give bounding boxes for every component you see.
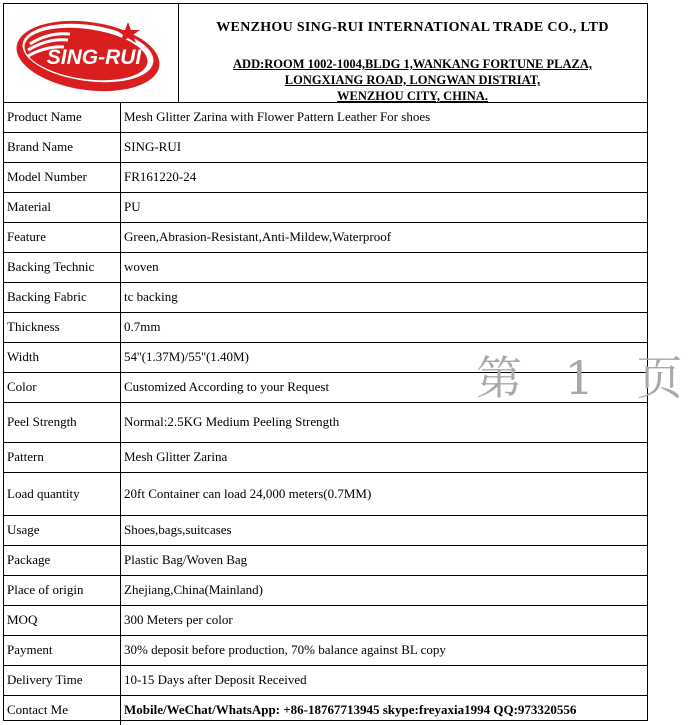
table-row — [4, 442, 647, 472]
table-row — [4, 132, 647, 162]
table-row — [4, 192, 647, 222]
table-row — [4, 575, 647, 605]
row-value: Normal:2.5KG Medium Peeling Strength — [121, 402, 648, 442]
row-value: SING-RUI — [121, 132, 648, 162]
row-value: woven — [121, 252, 648, 282]
table-row — [4, 162, 647, 192]
row-label: Place of origin — [4, 575, 121, 605]
row-value: Green,Abrasion-Resistant,Anti-Mildew,Waterproof — [121, 222, 648, 252]
row-value: FR161220-24 — [121, 162, 648, 192]
table-row — [4, 515, 647, 545]
row-label: Model Number — [4, 162, 121, 192]
row-value: 10-15 Days after Deposit Received — [121, 665, 648, 695]
spec-sheet — [3, 3, 697, 721]
row-value: tc backing — [121, 282, 648, 312]
row-label: Product Name — [4, 102, 121, 132]
row-label: Color — [4, 372, 121, 402]
row-value: Shoes,bags,suitcases — [121, 515, 648, 545]
address-line: ADD:ROOM 1002-1004,BLDG 1,WANKANG FORTUNE PLAZA, — [233, 57, 592, 71]
table-row — [4, 695, 647, 725]
address-line: LONGXIANG ROAD, LONGWAN DISTRIAT, — [284, 73, 541, 87]
row-label: Width — [4, 342, 121, 372]
row-label: Material — [4, 192, 121, 222]
table-row — [4, 102, 647, 132]
row-value: 300 Meters per color — [121, 605, 648, 635]
row-value: Plastic Bag/Woven Bag — [121, 545, 648, 575]
row-value: 54''(1.37M)/55''(1.40M) — [121, 342, 648, 372]
row-value: Zhejiang,China(Mainland) — [121, 575, 648, 605]
spec-table — [4, 102, 647, 725]
row-value: Customized According to your Request — [121, 372, 648, 402]
row-value: Mesh Glitter Zarina — [121, 442, 648, 472]
logo-text: SING-RUI — [46, 46, 142, 69]
row-label: Delivery Time — [4, 665, 121, 695]
table-row — [4, 545, 647, 575]
row-value: PU — [121, 192, 648, 222]
company-logo — [4, 4, 178, 102]
table-row — [4, 635, 647, 665]
table-row — [4, 472, 647, 515]
table-row — [4, 312, 647, 342]
row-label: Load quantity — [4, 472, 121, 515]
table-row — [4, 252, 647, 282]
table-row — [4, 402, 647, 442]
row-label: Package — [4, 545, 121, 575]
table-row — [4, 605, 647, 635]
row-label: Contact Me — [4, 695, 121, 725]
row-label: MOQ — [4, 605, 121, 635]
row-label: Peel Strength — [4, 402, 121, 442]
row-value: 0.7mm — [121, 312, 648, 342]
row-value: Mobile/WeChat/WhatsApp: +86-18767713945 skype:freyaxia1994 QQ:973320556 — [124, 702, 577, 718]
sheet-header — [4, 4, 647, 103]
table-row — [4, 282, 647, 312]
row-label: Usage — [4, 515, 121, 545]
company-address — [178, 56, 647, 104]
row-label: Brand Name — [4, 132, 121, 162]
row-label: Pattern — [4, 442, 121, 472]
table-row — [4, 222, 647, 252]
row-label: Thickness — [4, 312, 121, 342]
table-row — [4, 665, 647, 695]
row-label: Backing Fabric — [4, 282, 121, 312]
company-name: WENZHOU SING-RUI INTERNATIONAL TRADE CO., LTD — [216, 20, 609, 35]
row-value: 30% deposit before production, 70% balance against BL copy — [121, 635, 648, 665]
row-label: Feature — [4, 222, 121, 252]
row-value: Mesh Glitter Zarina with Flower Pattern Leather For shoes — [121, 102, 648, 132]
page-watermark: 第 1 页 — [476, 351, 697, 405]
row-value: 20ft Container can load 24,000 meters(0.7MM) — [121, 472, 648, 515]
logo-cell — [4, 4, 179, 102]
address-line: WENZHOU CITY, CHINA. — [337, 89, 488, 103]
row-label: Backing Technic — [4, 252, 121, 282]
row-label: Payment — [4, 635, 121, 665]
